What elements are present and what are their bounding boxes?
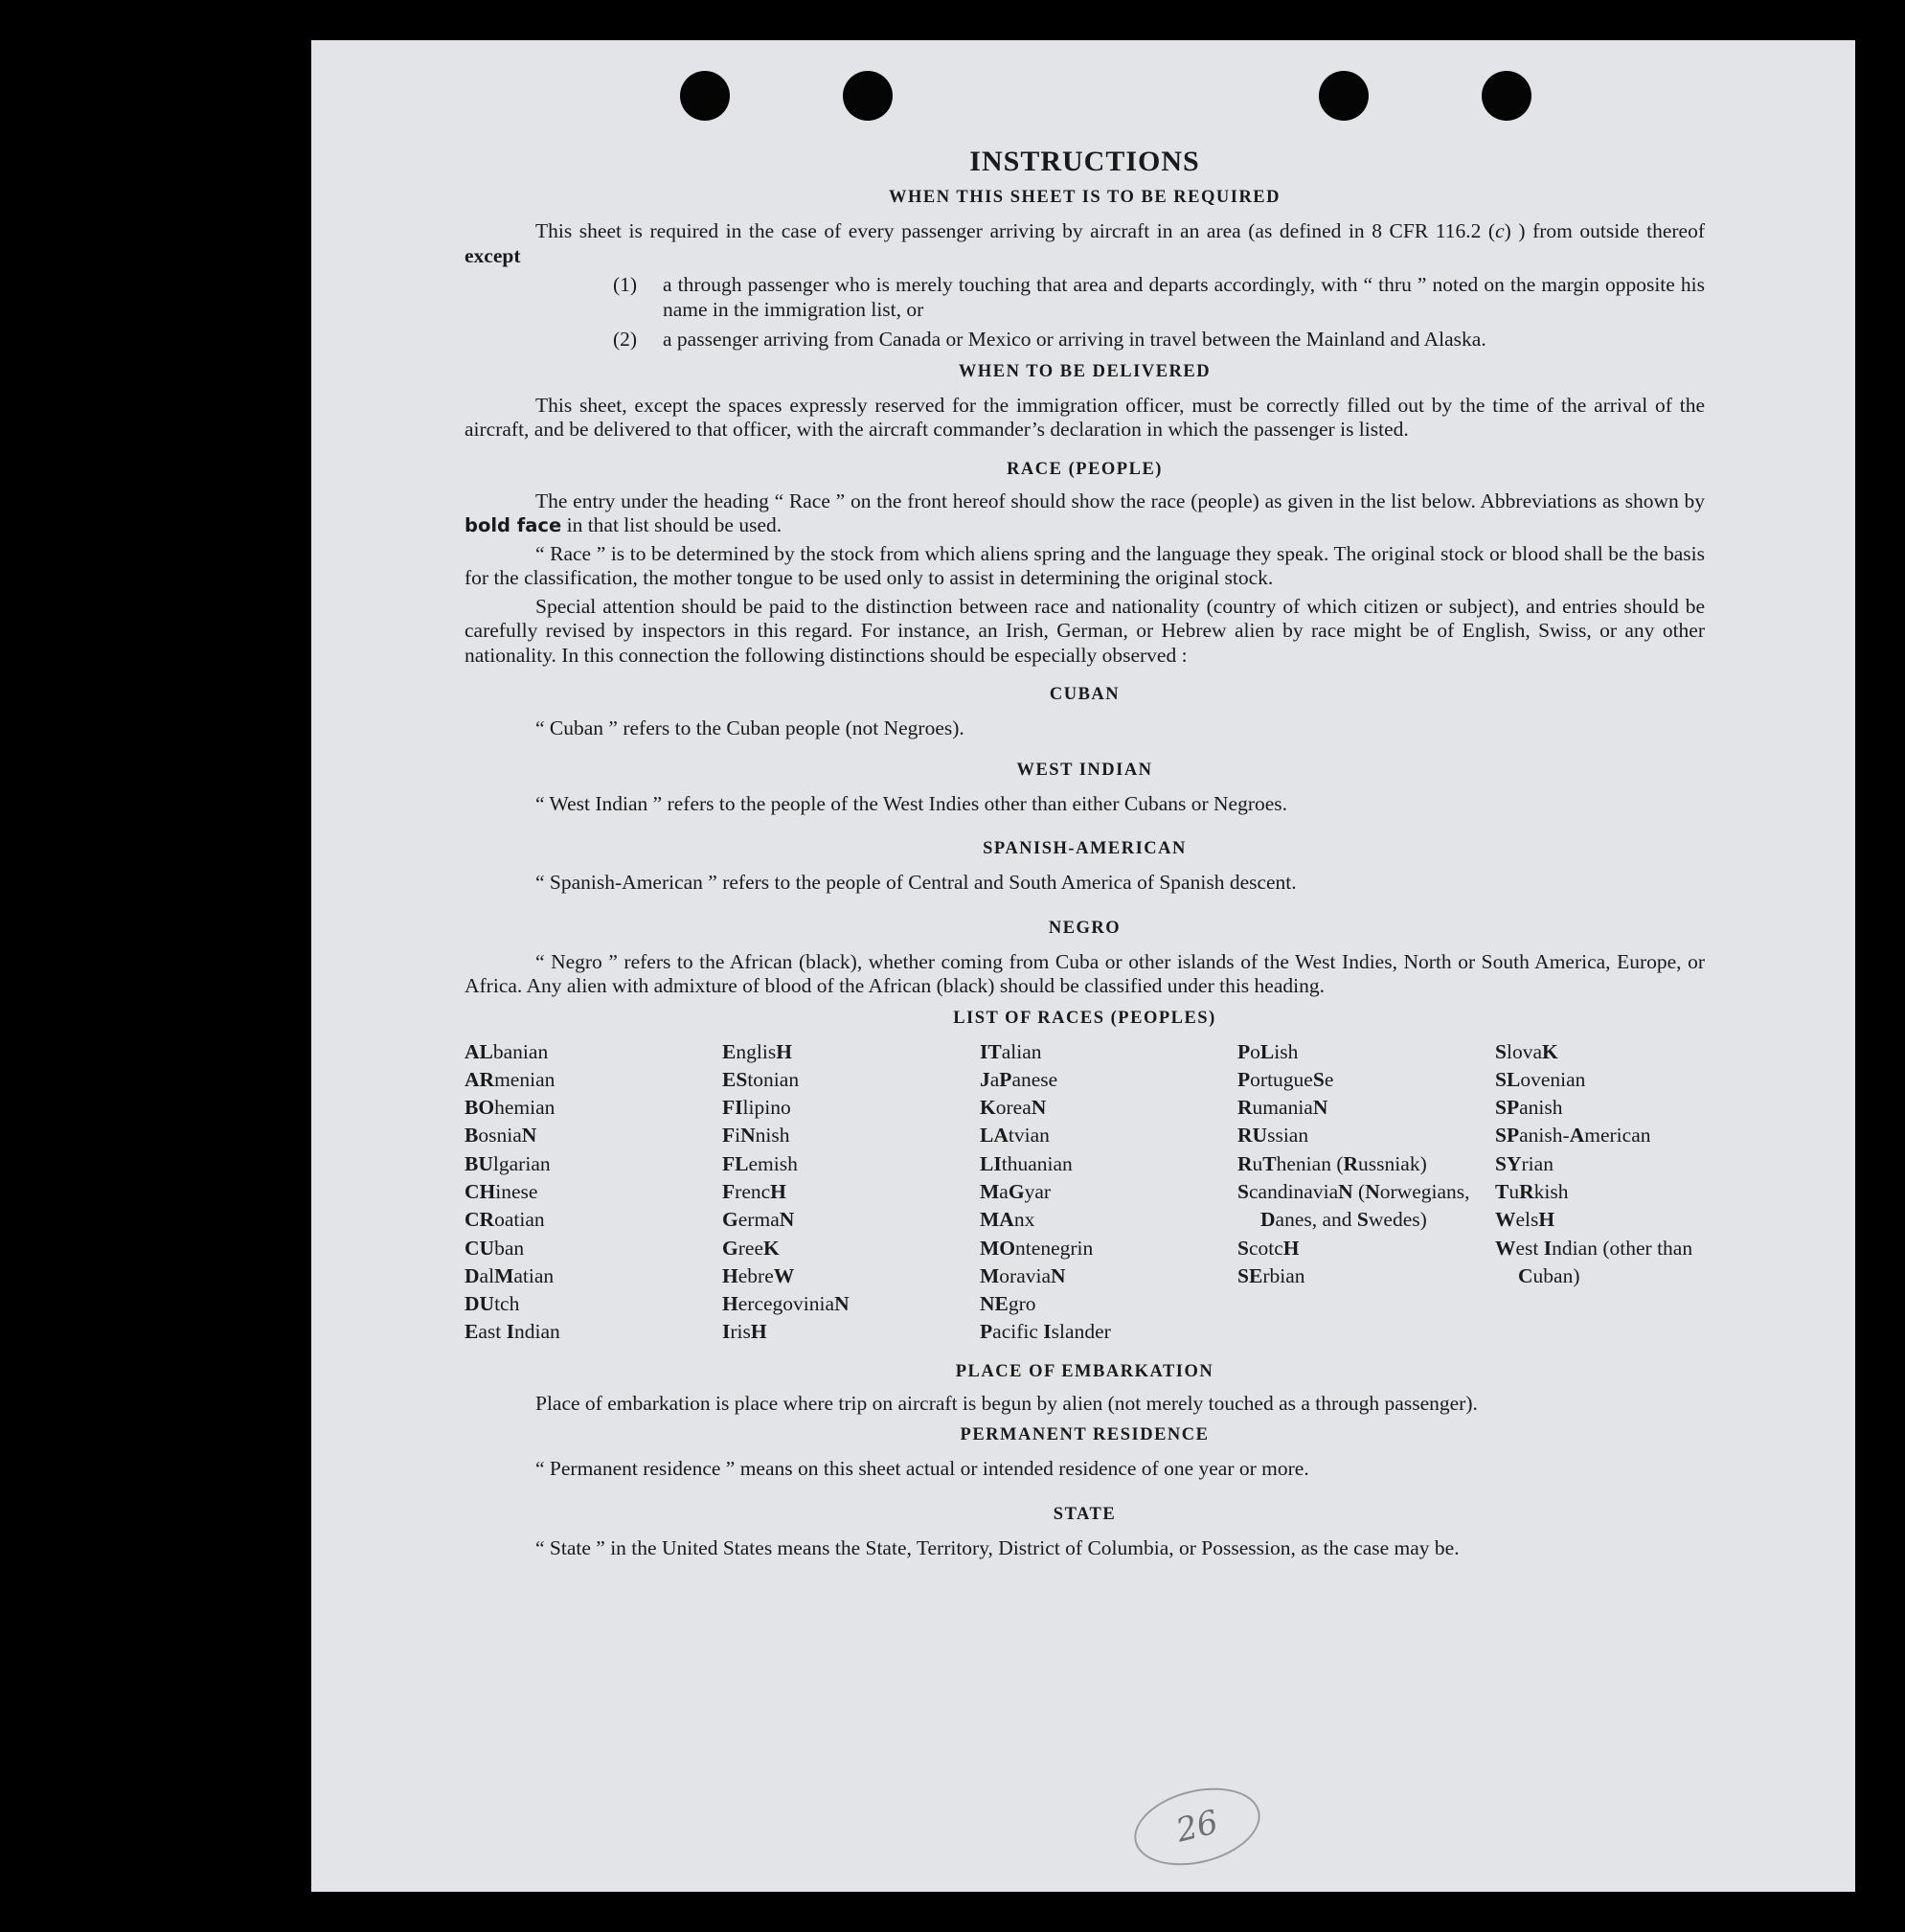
cuban-paragraph: “ Cuban ” refers to the Cuban people (not Negroes). [535, 716, 964, 739]
race-entry: CHinese [465, 1179, 538, 1203]
section-heading-spanish-american: SPANISH-AMERICAN [983, 839, 1187, 858]
race-entry: RUssian [1237, 1124, 1309, 1148]
section-heading-required: WHEN THIS SHEET IS TO BE REQUIRED [888, 188, 1281, 207]
delivered-paragraph: This sheet, except the spaces expressly reserved for the immigration officer, must be correctly filled out by the time of the arrival of the aircraft, and be delivered to that officer, with the aircraft commander’s declaration in which the passenger is listed. [465, 393, 1705, 441]
section-heading-negro: NEGRO [1048, 918, 1122, 938]
races-column [465, 1038, 722, 1347]
race-entry: CUban [465, 1236, 525, 1260]
race-entry: MaGyar [980, 1179, 1052, 1203]
race-entry: BosniaN [465, 1124, 537, 1148]
spanish-american-paragraph: “ Spanish-American ” refers to the people of Central and South America of Spanish descent. [535, 871, 1297, 894]
race-entry: FLemish [722, 1151, 798, 1175]
punch-hole [1482, 71, 1531, 121]
race-entry: Pacific Islander [980, 1320, 1111, 1344]
race-entry: SPanish-American [1495, 1124, 1651, 1148]
race-entry: ALbanian [465, 1039, 549, 1063]
race-entry: NEgro [980, 1292, 1036, 1316]
races-column [1495, 1038, 1715, 1347]
race-entry: MoraviaN [980, 1263, 1066, 1287]
race-entry: RumaniaN [1237, 1096, 1328, 1120]
race-entry: GreeK [722, 1236, 780, 1260]
race-entry: SlovaK [1495, 1039, 1558, 1063]
race-entry: DUtch [465, 1292, 520, 1316]
race-paragraph: The entry under the heading “ Race ” on the front hereof should show the race (people) as given in the list below. Abbreviations as shown by bold face in that list should be used. [465, 489, 1705, 536]
state-paragraph: “ State ” in the United States means the State, Territory, District of Columbia, or Possession, as the case may be. [535, 1535, 1460, 1559]
race-entry: SLovenian [1495, 1067, 1586, 1091]
race-entry: DalMatian [465, 1263, 555, 1287]
race-entry: HebreW [722, 1263, 795, 1287]
race-entry: FIlipino [722, 1096, 791, 1120]
race-entry: GermaN [722, 1208, 795, 1232]
section-heading-embarkation: PLACE OF EMBARKATION [955, 1361, 1214, 1381]
section-heading-residence: PERMANENT RESIDENCE [960, 1425, 1210, 1445]
section-heading-cuban: CUBAN [1049, 685, 1121, 704]
race-entry: EStonian [722, 1067, 800, 1091]
instructions-content [465, 146, 1705, 1560]
races-list [465, 1038, 1705, 1347]
punch-hole [843, 71, 893, 121]
race-entry: IrisH [722, 1320, 767, 1344]
section-heading-list-of-races: LIST OF RACES (PEOPLES) [953, 1008, 1216, 1028]
race-entry: TuRkish [1495, 1179, 1569, 1203]
embarkation-paragraph: Place of embarkation is place where trip on aircraft is begun by alien (not merely touched as a through passenger). [535, 1391, 1478, 1415]
race-entry: CRoatian [465, 1208, 545, 1232]
race-entry: FrencH [722, 1179, 786, 1203]
section-heading-state: STATE [1053, 1504, 1117, 1524]
race-entry: PoLish [1237, 1039, 1299, 1063]
race-entry: ScotcH [1237, 1236, 1300, 1260]
punch-hole [680, 71, 730, 121]
race-entry: ITalian [980, 1039, 1042, 1063]
section-heading-race: RACE (PEOPLE) [1007, 459, 1163, 479]
race-entry: BUlgarian [465, 1151, 551, 1175]
race-entry: SYrian [1495, 1151, 1553, 1175]
section-heading-west-indian: WEST INDIAN [1016, 760, 1153, 780]
race-entry: MOntenegrin [980, 1236, 1094, 1260]
required-paragraph: This sheet is required in the case of every passenger arriving by aircraft in an area (as defined in 8 CFR 116.2 (c) ) from outside thereof except [465, 219, 1705, 267]
west-indian-paragraph: “ West Indian ” refers to the people of the West Indies other than either Cubans or Negroes. [535, 791, 1288, 815]
race-entry: ScandinaviaN (Norwegians, Danes, and Swedes) [1237, 1179, 1470, 1232]
residence-paragraph: “ Permanent residence ” means on this sheet actual or intended residence of one year or more. [535, 1457, 1309, 1481]
race-entry: JaPanese [980, 1067, 1058, 1091]
section-heading-delivered: WHEN TO BE DELIVERED [958, 361, 1212, 381]
races-column [1237, 1038, 1495, 1347]
race-entry: HercegoviniaN [722, 1292, 850, 1316]
race-entry: LAtvian [980, 1124, 1050, 1148]
handwritten-page-number: 26 [1126, 1776, 1268, 1877]
race-entry: West Indian (other than Cuban) [1495, 1236, 1693, 1287]
race-entry: LIthuanian [980, 1151, 1073, 1175]
race-entry: BOhemian [465, 1096, 556, 1120]
race-entry: SPanish [1495, 1096, 1563, 1120]
race-entry: East Indian [465, 1320, 560, 1344]
race-entry: PortugueSe [1237, 1067, 1334, 1091]
race-paragraph: “ Race ” is to be determined by the stock from which aliens spring and the language they speak. The original stock or blood shall be the basis for the classification, the mother tongue to be used only to assist in determining the original stock. [465, 541, 1705, 589]
race-entry: MAnx [980, 1208, 1035, 1232]
document-page [311, 40, 1855, 1892]
races-column [980, 1038, 1237, 1347]
race-entry: FiNnish [722, 1124, 790, 1148]
races-column [722, 1038, 980, 1347]
exception-item: (2) a passenger arriving from Canada or Mexico or arriving in travel between the Mainland and Alaska. [613, 328, 1486, 351]
exception-item: (1) a through passenger who is merely touching that area and departs accordingly, with “ thru ” noted on the margin opposite his name in the immigration list, or [613, 273, 1705, 321]
race-entry: RuThenian (Russniak) [1237, 1151, 1427, 1175]
race-entry: WelsH [1495, 1208, 1555, 1232]
race-entry: KoreaN [980, 1096, 1047, 1120]
race-entry: SErbian [1237, 1263, 1305, 1287]
page-title: INSTRUCTIONS [969, 146, 1200, 177]
race-entry: ARmenian [465, 1067, 556, 1091]
punch-hole [1319, 71, 1369, 121]
race-paragraph: Special attention should be paid to the distinction between race and nationality (country of which citizen or subject), and entries should be carefully revised by inspectors in this regard. For instance, an Irish, German, or Hebrew alien by race might be of English, Swiss, or any other nationality. In this connection the following distinctions should be especially observed : [465, 594, 1705, 667]
race-entry: EnglisH [722, 1039, 792, 1063]
negro-paragraph: “ Negro ” refers to the African (black), whether coming from Cuba or other islands of the West Indies, North or South America, Europe, or Africa. Any alien with admixture of blood of the African (black) should be classified under this heading. [465, 949, 1705, 997]
